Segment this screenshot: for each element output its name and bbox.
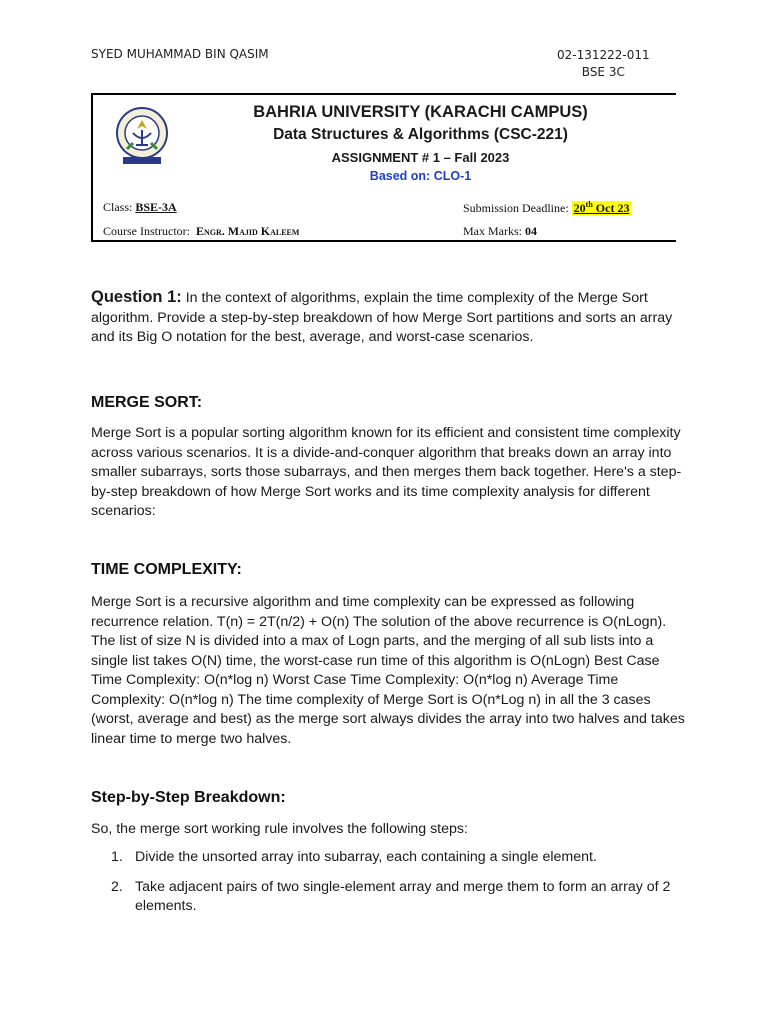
deadline-label: Submission Deadline: <box>463 201 569 215</box>
marks-value: 04 <box>525 224 537 238</box>
course-title: Data Structures & Algorithms (CSC-221) <box>273 126 568 143</box>
assignment-title: ASSIGNMENT # 1 – Fall 2023 <box>331 150 510 165</box>
class-info <box>103 200 177 215</box>
breakdown-intro: So, the merge sort working rule involves the following steps: <box>91 821 468 837</box>
merge-sort-heading: MERGE SORT: <box>91 394 203 411</box>
student-id: 02-131222-011 <box>557 48 650 62</box>
list-item <box>91 878 686 917</box>
deadline-value <box>572 201 632 215</box>
deadline-day: 20 <box>573 201 586 215</box>
deadline-suffix: th <box>585 200 593 209</box>
student-section: BSE 3C <box>581 65 625 79</box>
instructor-value: Engr. Majid Kaleem <box>195 224 300 238</box>
question-text: In the context of algorithms, explain the time complexity of the Merge Sort algorithm. Provide a step-by-step breakdown of how Merge Sort partitions and sorts an array and its Big O notation for the best, average, and worst-case scenarios. <box>91 290 673 345</box>
student-id-block <box>557 47 650 81</box>
step-text: Divide the unsorted array into subarray, each containing a single element. <box>135 849 597 865</box>
instructor-label: Course Instructor: <box>103 224 190 238</box>
steps-list <box>91 848 686 927</box>
instructor-info <box>103 224 299 239</box>
step-number: 2. <box>111 878 123 895</box>
clo-label: Based on: CLO-1 <box>369 169 472 183</box>
marks-label: Max Marks: <box>463 224 522 238</box>
question-paragraph <box>91 288 686 348</box>
deadline-rest: Oct 23 <box>595 201 630 215</box>
class-label: Class: <box>103 200 133 214</box>
time-complexity-paragraph: Merge Sort is a recursive algorithm and time complexity can be expressed as following recurrence relation. T(n) = 2T(n/2) + O(n) The solution of the above recurrence is O(nLogn). The list of size N is divided into a max of Logn parts, and the merging of all sub lists into a single list takes O(N) time, the worst-case run time of this algorithm is O(nLogn) Best Case Time Complexity: O(n*log n) Worst Case Time Complexity: O(n*log n) Average Time Complexity: O(n*log n) The time complexity of Merge Sort is O(n*Log n) in all the 3 cases (worst, average and best) as the merge sort always divides the array into two halves and takes linear time to merge two halves. <box>91 594 685 747</box>
step-number: 1. <box>111 849 123 865</box>
assignment-banner <box>91 93 676 242</box>
step-text: Take adjacent pairs of two single-element array and merge them to form an array of 2 elements. <box>135 878 671 914</box>
breakdown-heading: Step-by-Step Breakdown: <box>91 789 286 806</box>
time-complexity-heading: TIME COMPLEXITY: <box>91 561 242 578</box>
list-item <box>91 848 686 868</box>
university-title: BAHRIA UNIVERSITY (KARACHI CAMPUS) <box>253 103 588 121</box>
question-label: Question 1: <box>91 288 182 306</box>
merge-sort-paragraph: Merge Sort is a popular sorting algorithm known for its efficient and consistent time complexity across various scenarios. It is a divide-and-conquer algorithm that breaks down an array into smaller subarrays, sorts those subarrays, and then merges them back together. Here's a step-by-step breakdown of how Merge Sort works and its time complexity analysis for different scenarios: <box>91 425 682 519</box>
deadline-info <box>463 200 631 216</box>
class-value: BSE-3A <box>135 200 177 214</box>
student-name: SYED MUHAMMAD BIN QASIM <box>91 47 269 61</box>
marks-info <box>463 224 537 239</box>
